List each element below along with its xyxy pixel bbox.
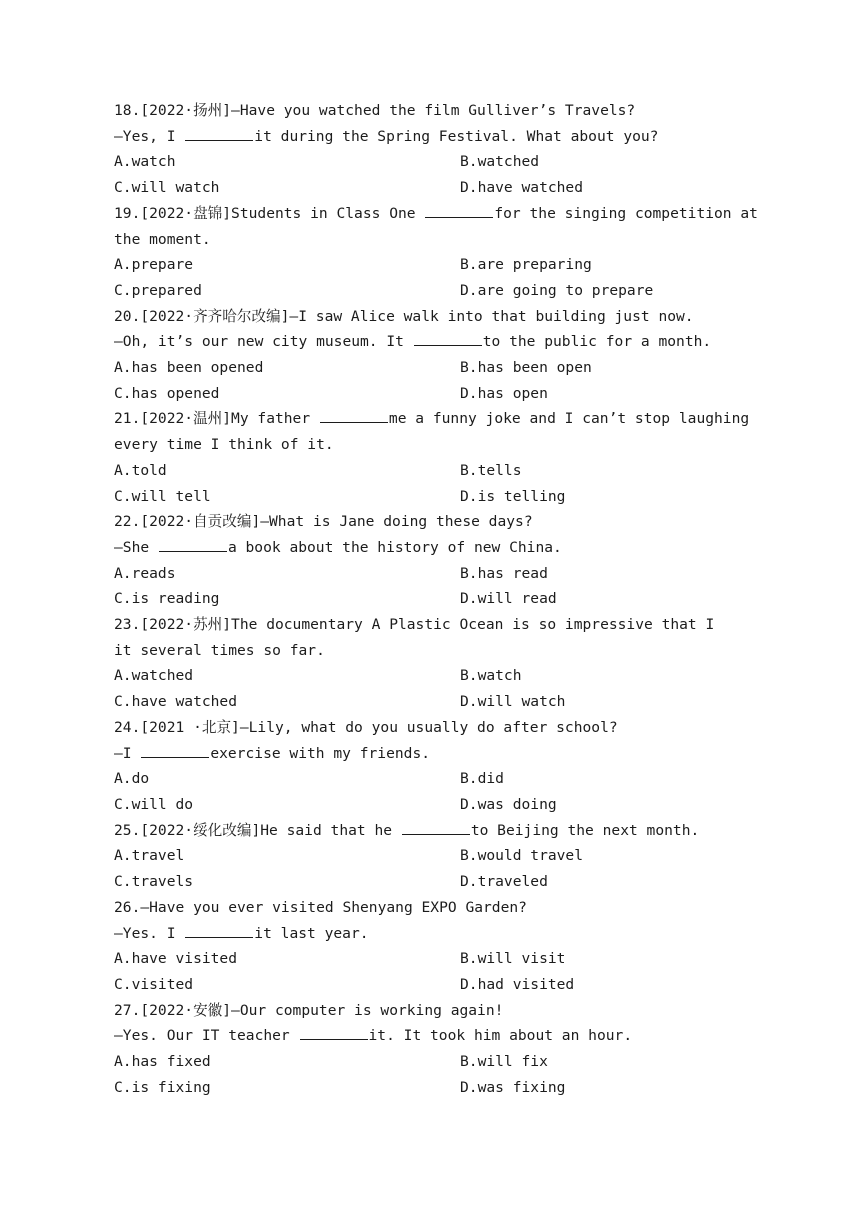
options-row [114, 946, 764, 972]
answer-option-b[interactable]: B.will visit [460, 950, 566, 968]
question-block [114, 201, 764, 304]
answer-option-d[interactable]: D.will watch [460, 693, 566, 711]
answer-blank[interactable] [159, 537, 227, 552]
stem-text: it several times so far. [114, 641, 325, 659]
answer-option-b[interactable]: B.has read [460, 564, 548, 582]
stem-text: 26.—Have you ever visited Shenyang EXPO Garden? [114, 898, 527, 916]
options-row [114, 149, 764, 175]
stem-text-after-blank: to the public for a month. [482, 333, 712, 351]
answer-option-a[interactable]: A.watched [114, 667, 194, 685]
question-stem [114, 895, 764, 921]
answer-option-d[interactable]: D.have watched [460, 179, 584, 197]
question-stem-continued [114, 741, 764, 767]
answer-option-b[interactable]: B.would travel [460, 847, 584, 865]
stem-text: 24.[2021 ·北京]—Lily, what do you usually do after school? [114, 718, 618, 736]
stem-text: —She [114, 538, 158, 556]
answer-option-d[interactable]: D.has open [460, 384, 548, 402]
question-stem-continued [114, 535, 764, 561]
stem-text: 25.[2022·绥化改编]He said that he [114, 821, 401, 839]
options-row [114, 1049, 764, 1075]
answer-option-d[interactable]: D.had visited [460, 975, 575, 993]
options-row [114, 458, 764, 484]
question-stem-continued [114, 432, 764, 458]
question-block [114, 304, 764, 407]
answer-option-a[interactable]: A.told [114, 461, 167, 479]
question-stem [114, 612, 764, 638]
stem-text-after-blank: exercise with my friends. [210, 744, 431, 762]
stem-text: 18.[2022·扬州]—Have you watched the film Gulliver’s Travels? [114, 102, 636, 119]
options-row [114, 355, 764, 381]
answer-option-a[interactable]: A.do [114, 770, 150, 788]
question-stem [114, 406, 764, 432]
stem-text-after-blank: it. It took him about an hour. [368, 1027, 633, 1045]
options-row [114, 843, 764, 869]
options-row [114, 972, 764, 998]
answer-option-c[interactable]: C.will tell [114, 487, 211, 505]
answer-blank[interactable] [425, 203, 493, 218]
stem-text: —Yes. Our IT teacher [114, 1027, 299, 1045]
question-stem-continued [114, 638, 764, 664]
stem-text: 23.[2022·苏州]The documentary A Plastic Ocean is so impressive that I [114, 616, 715, 634]
question-stem [114, 98, 764, 124]
stem-text: 27.[2022·安徽]—Our computer is working again! [114, 1001, 504, 1019]
answer-blank[interactable] [141, 743, 209, 758]
question-block [114, 612, 764, 715]
options-row [114, 689, 764, 715]
answer-option-d[interactable]: D.is telling [460, 487, 566, 505]
question-block [114, 998, 764, 1101]
stem-text: 20.[2022·齐齐哈尔改编]—I saw Alice walk into that building just now. [114, 307, 694, 325]
question-stem [114, 201, 764, 227]
question-stem [114, 509, 764, 535]
question-stem-continued [114, 124, 764, 150]
options-row [114, 1075, 764, 1101]
answer-option-c[interactable]: C.prepared [114, 281, 202, 299]
answer-option-c[interactable]: C.will watch [114, 179, 220, 197]
options-row [114, 381, 764, 407]
answer-option-c[interactable]: C.visited [114, 975, 194, 993]
answer-option-a[interactable]: A.travel [114, 847, 185, 865]
answer-blank[interactable] [185, 923, 253, 938]
stem-text: —I [114, 744, 141, 762]
answer-option-c[interactable]: C.has opened [114, 384, 220, 402]
question-stem [114, 998, 764, 1024]
options-row [114, 561, 764, 587]
answer-option-a[interactable]: A.prepare [114, 256, 194, 274]
options-row [114, 484, 764, 510]
answer-option-d[interactable]: D.traveled [460, 873, 548, 891]
answer-option-a[interactable]: A.reads [114, 564, 176, 582]
stem-text-after-blank: it during the Spring Festival. What about you? [254, 127, 659, 145]
answer-option-c[interactable]: C.travels [114, 873, 194, 891]
answer-blank[interactable] [402, 820, 470, 835]
answer-blank[interactable] [185, 126, 253, 141]
question-stem-continued [114, 921, 764, 947]
options-row [114, 175, 764, 201]
stem-text: —Yes, I [114, 127, 185, 145]
options-row [114, 252, 764, 278]
options-row [114, 869, 764, 895]
options-row [114, 766, 764, 792]
question-block [114, 406, 764, 509]
answer-option-c[interactable]: C.have watched [114, 693, 238, 711]
question-block [114, 715, 764, 818]
question-stem-continued [114, 329, 764, 355]
options-row [114, 792, 764, 818]
answer-blank[interactable] [300, 1025, 368, 1040]
stem-text: every time I think of it. [114, 436, 334, 454]
answer-option-c[interactable]: C.is reading [114, 590, 220, 608]
answer-option-a[interactable]: A.watch [114, 153, 176, 171]
answer-option-a[interactable]: A.has fixed [114, 1053, 211, 1071]
answer-option-b[interactable]: B.are preparing [460, 256, 592, 274]
answer-option-d[interactable]: D.are going to prepare [460, 281, 654, 299]
question-stem-continued [114, 1023, 764, 1049]
question-block [114, 509, 764, 612]
options-row [114, 663, 764, 689]
answer-option-b[interactable]: B.watched [460, 153, 540, 171]
stem-text: 22.[2022·自贡改编]—What is Jane doing these days? [114, 513, 533, 531]
answer-option-d[interactable]: D.was doing [460, 795, 557, 813]
question-block [114, 818, 764, 895]
exercise-sheet [114, 98, 764, 1100]
question-stem [114, 715, 764, 741]
answer-option-b[interactable]: B.watch [460, 667, 522, 685]
stem-text-after-blank: for the singing competition at [494, 204, 758, 222]
stem-text-after-blank: to Beijing the next month. [470, 821, 700, 839]
answer-option-a[interactable]: A.have visited [114, 950, 238, 968]
answer-option-d[interactable]: D.was fixing [460, 1078, 566, 1096]
options-row [114, 586, 764, 612]
stem-text: 19.[2022·盘锦]Students in Class One [114, 204, 425, 222]
answer-option-c[interactable]: C.is fixing [114, 1078, 211, 1096]
stem-text-after-blank: me a funny joke and I can’t stop laughing [388, 410, 750, 428]
stem-text-after-blank: a book about the history of new China. [227, 538, 562, 556]
answer-option-b[interactable]: B.has been open [460, 359, 592, 377]
answer-option-a[interactable]: A.has been opened [114, 359, 264, 377]
options-row [114, 278, 764, 304]
question-stem-continued [114, 227, 764, 253]
answer-blank[interactable] [320, 408, 388, 423]
question-stem [114, 304, 764, 330]
answer-option-b[interactable]: B.did [460, 770, 504, 788]
stem-text-after-blank: it last year. [254, 924, 369, 942]
answer-option-d[interactable]: D.will read [460, 590, 557, 608]
stem-text: the moment. [114, 230, 211, 248]
stem-text: —Yes. I [114, 924, 185, 942]
stem-text: —Oh, it’s our new city museum. It [114, 333, 413, 351]
answer-option-c[interactable]: C.will do [114, 795, 194, 813]
question-block [114, 98, 764, 201]
answer-option-b[interactable]: B.tells [460, 461, 522, 479]
answer-blank[interactable] [414, 331, 482, 346]
question-stem [114, 818, 764, 844]
stem-text: 21.[2022·温州]My father [114, 410, 319, 428]
question-block [114, 895, 764, 998]
answer-option-b[interactable]: B.will fix [460, 1053, 548, 1071]
